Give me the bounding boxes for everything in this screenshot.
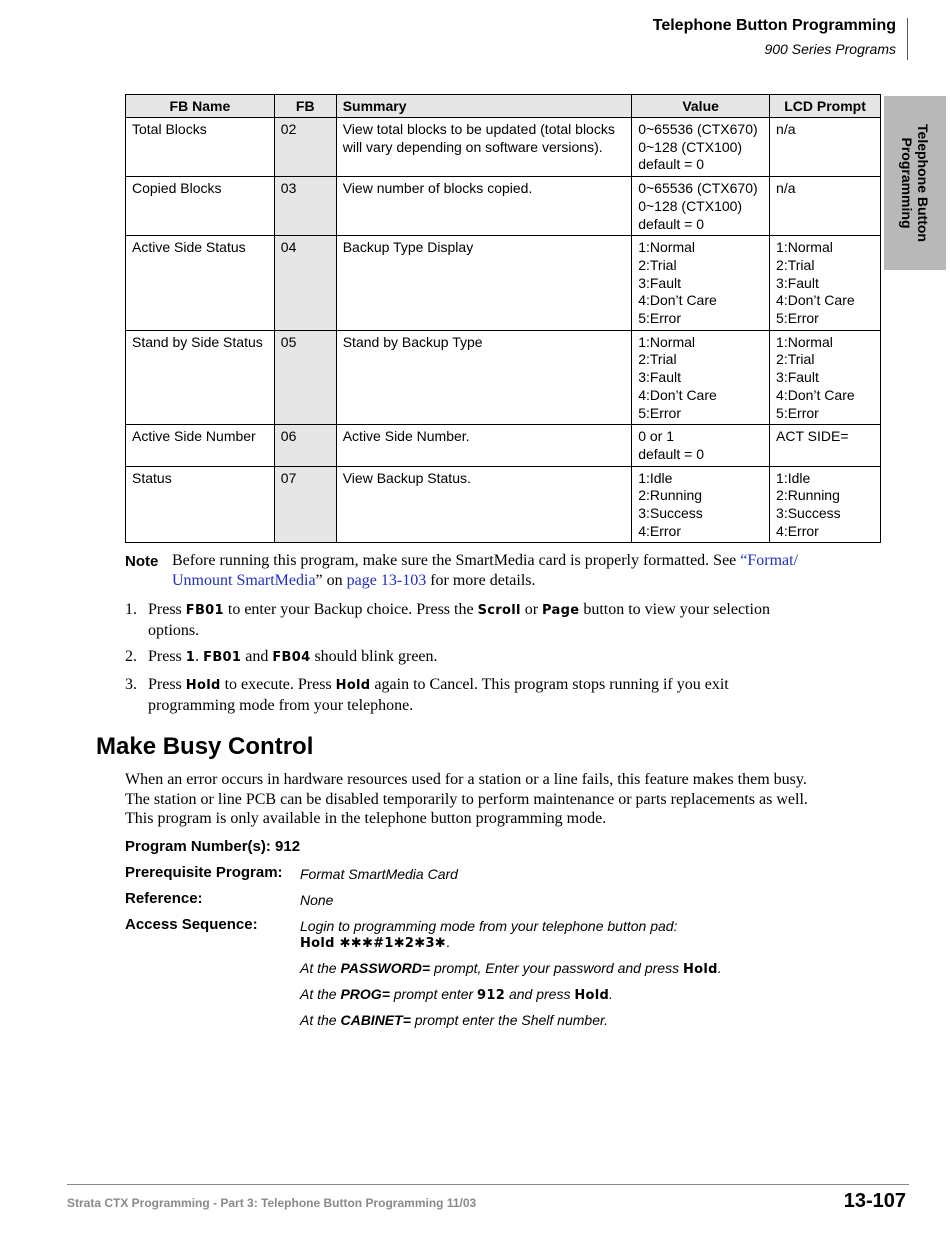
- prerequisite-label: Prerequisite Program:: [125, 864, 283, 881]
- cell-lcd: 1:Idle 2:Running 3:Success 4:Error: [770, 466, 881, 543]
- cell-fb: 03: [274, 177, 336, 236]
- cell-fb-name: Active Side Status: [126, 236, 275, 331]
- key-hold: Hold: [185, 678, 221, 693]
- reference-label: Reference:: [125, 890, 203, 907]
- cell-fb: 04: [274, 236, 336, 331]
- cell-lcd: ACT SIDE=: [770, 425, 881, 466]
- cell-summary: View number of blocks copied.: [336, 177, 631, 236]
- col-header-fb-name: FB Name: [126, 95, 275, 118]
- header-divider: [907, 18, 908, 60]
- access-sequence-label: Access Sequence:: [125, 916, 258, 933]
- table-header-row: [126, 95, 881, 118]
- table-row: [126, 466, 881, 543]
- cell-fb: 06: [274, 425, 336, 466]
- key-1: 1: [185, 650, 196, 665]
- footer-text: Strata CTX Programming - Part 3: Telephone Button Programming 11/03: [67, 1196, 477, 1210]
- side-tab-line-2: Programming: [899, 137, 915, 229]
- col-header-value: Value: [632, 95, 770, 118]
- password-instruction: At the PASSWORD= prompt, Enter your password and press Hold.: [300, 960, 722, 977]
- key-hold: Hold: [335, 678, 371, 693]
- cell-value: 1:Normal 2:Trial 3:Fault 4:Don’t Care 5:Error: [632, 330, 770, 425]
- section-title: Make Busy Control: [96, 733, 314, 760]
- step-number: 1.: [125, 601, 137, 618]
- table-row: [126, 330, 881, 425]
- key-fb01: FB01: [203, 650, 242, 665]
- cell-fb: 07: [274, 466, 336, 543]
- cell-fb-name: Copied Blocks: [126, 177, 275, 236]
- step-number: 3.: [125, 676, 137, 693]
- key-page: Page: [542, 603, 580, 618]
- cell-lcd: 1:Normal 2:Trial 3:Fault 4:Don’t Care 5:Error: [770, 330, 881, 425]
- cell-summary: Stand by Backup Type: [336, 330, 631, 425]
- key-hold: Hold: [574, 988, 610, 1003]
- cell-fb-name: Stand by Side Status: [126, 330, 275, 425]
- cell-summary: View total blocks to be updated (total blocks will vary depending on software versions).: [336, 118, 631, 177]
- cell-fb: 02: [274, 118, 336, 177]
- prerequisite-value: Format SmartMedia Card: [300, 866, 458, 882]
- col-header-lcd-prompt: LCD Prompt: [770, 95, 881, 118]
- cell-fb-name: Active Side Number: [126, 425, 275, 466]
- header-subtitle: 900 Series Programs: [764, 41, 896, 57]
- step-2: [125, 647, 885, 668]
- step-text: Press Hold to execute. Press Hold again to Cancel. This program stops running if you exit programming mode from your telephone.: [148, 676, 729, 714]
- cell-lcd: n/a: [770, 177, 881, 236]
- footer-divider: [67, 1184, 909, 1185]
- cell-fb: 05: [274, 330, 336, 425]
- key-scroll: Scroll: [477, 603, 521, 618]
- prog-instruction: At the PROG= prompt enter 912 and press Hold.: [300, 986, 614, 1003]
- step-3: [125, 675, 885, 716]
- cell-summary: Backup Type Display: [336, 236, 631, 331]
- table-row: [126, 177, 881, 236]
- header-title: Telephone Button Programming: [652, 17, 896, 34]
- key-912: 912: [477, 988, 506, 1003]
- table-row: [126, 118, 881, 177]
- page-link[interactable]: page 13-103: [346, 572, 427, 589]
- cell-value: 0~65536 (CTX670) 0~128 (CTX100) default = 0: [632, 177, 770, 236]
- fb-table: [125, 94, 881, 543]
- cell-fb-name: Total Blocks: [126, 118, 275, 177]
- step-number: 2.: [125, 648, 137, 665]
- key-hold: Hold: [682, 962, 718, 977]
- step-1: [125, 600, 885, 641]
- cabinet-instruction: At the CABINET= prompt enter the Shelf number.: [300, 1012, 609, 1028]
- page-number: 13-107: [843, 1190, 906, 1212]
- note-block: [125, 551, 885, 591]
- note-label: Note: [125, 553, 159, 570]
- key-fb04: FB04: [272, 650, 311, 665]
- side-tab-line-1: Telephone Button: [915, 124, 931, 242]
- note-text: Before running this program, make sure the SmartMedia card is properly formatted. See “Format/ Unmount SmartMedia” on page 13-103 for more details.: [172, 552, 799, 589]
- side-tab: [884, 96, 946, 270]
- table-row: [126, 236, 881, 331]
- col-header-fb: FB: [274, 95, 336, 118]
- access-code: Hold ✱✱✱#1✱2✱3✱.: [300, 934, 450, 951]
- cell-value: 1:Idle 2:Running 3:Success 4:Error: [632, 466, 770, 543]
- side-tab-label: [884, 96, 946, 270]
- section-paragraph: When an error occurs in hardware resources used for a station or a line fails, this feature makes them busy. The station or line PCB can be disabled temporarily to perform maintenance or parts replacements as well. This program is only available in the telephone button programming mode.: [125, 771, 808, 828]
- cell-value: 1:Normal 2:Trial 3:Fault 4:Don’t Care 5:Error: [632, 236, 770, 331]
- reference-value: None: [300, 892, 334, 908]
- format-smartmedia-link[interactable]: “Format/ Unmount SmartMedia: [172, 552, 799, 589]
- cell-value: 0~65536 (CTX670) 0~128 (CTX100) default = 0: [632, 118, 770, 177]
- step-text: Press FB01 to enter your Backup choice. Press the Scroll or Page button to view your selection options.: [148, 601, 770, 639]
- col-header-summary: Summary: [336, 95, 631, 118]
- program-number-label: Program Number(s): 912: [125, 838, 301, 855]
- cell-lcd: 1:Normal 2:Trial 3:Fault 4:Don’t Care 5:Error: [770, 236, 881, 331]
- cell-fb-name: Status: [126, 466, 275, 543]
- table-row: [126, 425, 881, 466]
- access-login-instruction: Login to programming mode from your telephone button pad:: [300, 918, 678, 934]
- cell-lcd: n/a: [770, 118, 881, 177]
- cell-summary: Active Side Number.: [336, 425, 631, 466]
- step-text: Press 1. FB01 and FB04 should blink green.: [148, 648, 438, 665]
- key-fb01: FB01: [185, 603, 224, 618]
- cell-value: 0 or 1 default = 0: [632, 425, 770, 466]
- cell-summary: View Backup Status.: [336, 466, 631, 543]
